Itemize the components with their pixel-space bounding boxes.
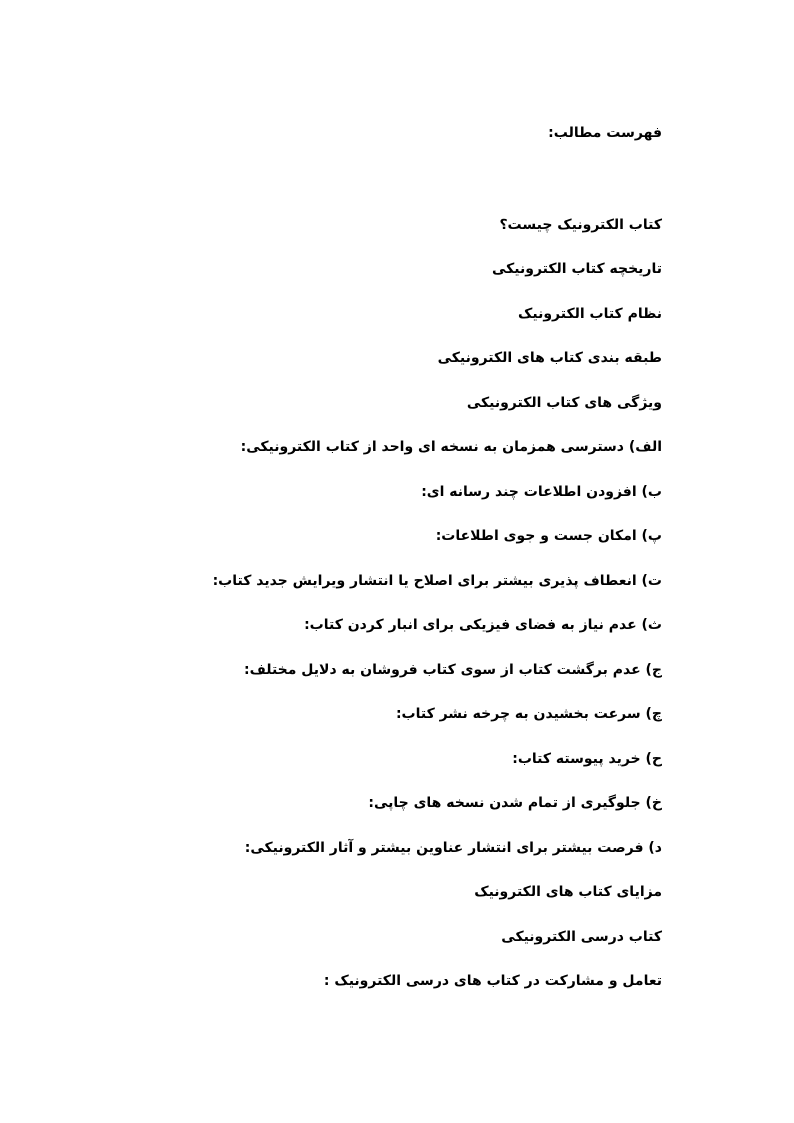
toc-item-feature-ch: چ) سرعت بخشیدن به چرخه نشر کتاب: [395,706,662,722]
toc-item-feature-d: د) فرصت بیشتر برای انتشار عناوین بیشتر و آثار الکترونیکی: [244,840,662,856]
toc-item-feature-b: ب) افزودن اطلاعات چند رسانه ای: [421,484,662,500]
toc-item-system: نظام کتاب الکترونیک [518,306,662,322]
toc-item-feature-a: الف) دسترسی همزمان به نسخه ای واحد از کتاب الکترونیکی: [240,439,662,455]
toc-title: فهرست مطالب: [548,125,662,141]
toc-item-what-is-ebook: کتاب الکترونیک چیست؟ [499,217,662,233]
toc-item-feature-h: ح) خرید پیوسته کتاب: [512,751,662,767]
toc-item-feature-th: ث) عدم نیاز به فضای فیزیکی برای انبار کردن کتاب: [304,617,662,633]
toc-item-features: ویژگی های کتاب الکترونیکی [466,395,662,411]
toc-item-feature-p: پ) امکان جست و جوی اطلاعات: [435,528,662,544]
toc-item-interaction: تعامل و مشارکت در کتاب های درسی الکترونیک : [323,973,662,989]
toc-item-feature-j: ج) عدم برگشت کتاب از سوی کتاب فروشان به دلایل مختلف: [243,662,662,678]
toc-item-classification: طبقه بندی کتاب های الکترونیکی [437,350,662,366]
toc-item-advantages: مزایای کتاب های الکترونیک [474,884,662,900]
toc-item-textbook: کتاب درسی الکترونیکی [501,929,662,945]
toc-item-feature-t: ت) انعطاف پذیری بیشتر برای اصلاح یا انتشار ویرایش جدید کتاب: [212,573,662,589]
toc-item-history: تاریخچه کتاب الکترونیکی [491,261,662,277]
toc-item-feature-kh: خ) جلوگیری از تمام شدن نسخه های چاپی: [368,795,662,811]
